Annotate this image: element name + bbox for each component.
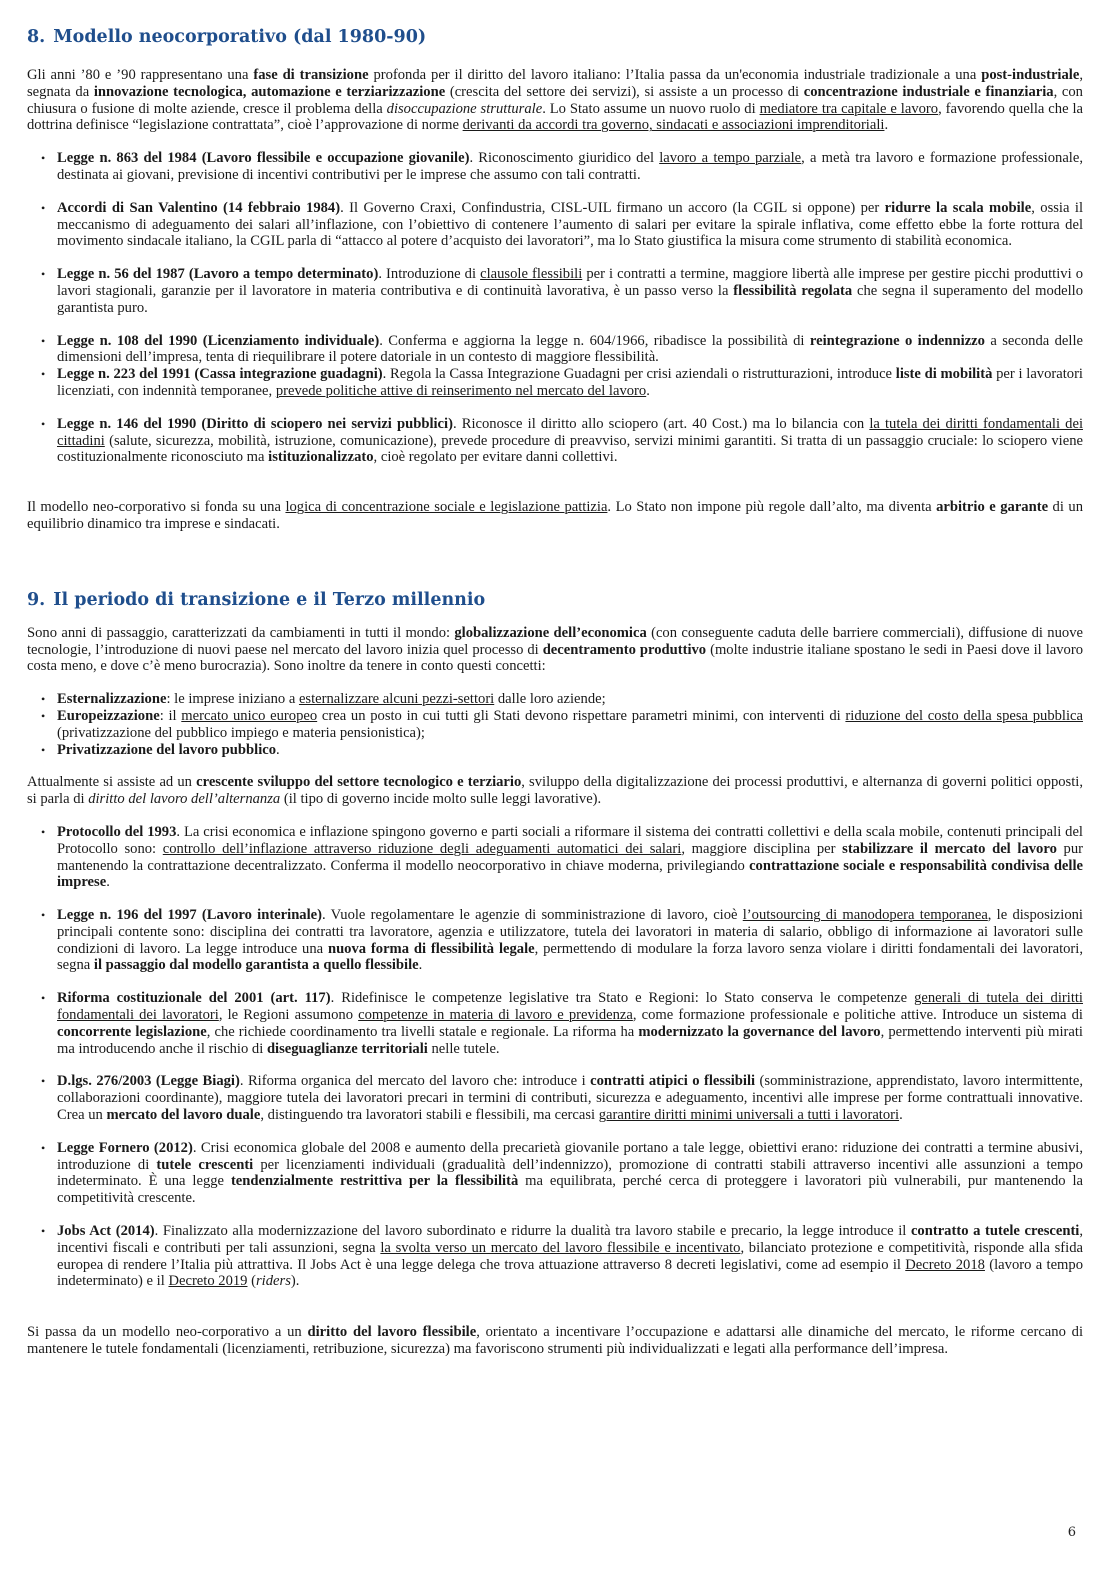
- bold-text: Europeizzazione: [57, 707, 160, 724]
- text-run: . Finalizzato alla modernizzazione del lavoro subordinato e ridurre la dualità tra lavoro stabile e precario, la legge introduce il: [154, 1223, 911, 1240]
- bold-text: modernizzato la governance del lavoro: [638, 1023, 881, 1040]
- section-heading: [27, 587, 1083, 613]
- underlined-text: l’outsourcing di manodopera temporanea: [742, 907, 988, 924]
- text-run: , permettendo di modulare la forza lavoro senza violare i diritti fondamentali dei lavoratori, segna: [57, 940, 1083, 974]
- text-run: ).: [290, 1273, 300, 1290]
- text-run: . Introduzione di: [378, 266, 481, 283]
- text-run: .: [106, 874, 110, 891]
- text-run: .: [646, 382, 650, 399]
- text-run: , ossia il meccanismo di adeguamento dei salari all’inflazione, con l’obiettivo di contenere l’aumento di salari per evitare la spirale inflativa, come effetto ebbe la forte rottura del movimento sindacale italiano, la CGIL parla di “attacco al potere d’acquisto dei lavoratori”, ma lo Stato giustifica la misura come strumento di stabilità economica.: [57, 199, 1083, 250]
- bold-text: tendenzialmente restrittiva per la flessibilità: [230, 1173, 519, 1190]
- bold-text: contrattazione sociale e responsabilità condivisa delle imprese: [57, 857, 1083, 891]
- bold-text: innovazione tecnologica, automazione e terziarizzazione: [93, 83, 446, 100]
- text-run: che segna il superamento del modello garantista puro.: [57, 282, 1083, 316]
- italic-text: diritto del lavoro dell’alternanza: [88, 791, 281, 808]
- bold-text: Legge n. 108 del 1990 (Licenziamento individuale): [57, 332, 380, 349]
- text-run: . Conferma e aggiorna la legge n. 604/1966, ribadisce la possibilità di: [379, 332, 810, 349]
- list-item: [27, 742, 1083, 759]
- bold-text: istituzionalizzato: [268, 449, 374, 466]
- section-intro: [27, 625, 1083, 675]
- bold-text: fase di transizione: [253, 67, 369, 83]
- section-paragraph: [27, 774, 1083, 808]
- bold-text: diseguaglianze territoriali: [266, 1040, 428, 1057]
- text-run: (molte industrie italiane spostano le sedi in Paesi dove il lavoro costa meno, e dove c’è meno burocrazia). Sono inoltre da tenere in conto questi concetti:: [27, 641, 1083, 675]
- text-run: . Riconoscimento giuridico del: [469, 150, 660, 167]
- text-run: profonda per il diritto del lavoro italiano: l’Italia passa da un'economia industriale tradizionale a una: [368, 67, 982, 83]
- text-run: nelle tutele.: [427, 1040, 500, 1057]
- text-run: Attualmente si assiste ad un: [27, 774, 197, 791]
- bold-text: Legge n. 56 del 1987 (Lavoro a tempo determinato): [57, 266, 379, 283]
- bold-text: liste di mobilità: [895, 366, 993, 383]
- list-item: [27, 990, 1083, 1057]
- text-run: . Il Governo Craxi, Confindustria, CISL-UIL firmano un accoro (la CGIL si oppone) per: [340, 199, 885, 216]
- underlined-text: logica di concentrazione sociale e legislazione pattizia: [285, 499, 608, 516]
- bold-text: crescente sviluppo del settore tecnologico e terziario: [196, 774, 522, 791]
- text-run: .: [899, 1107, 903, 1124]
- text-run: : il: [159, 707, 182, 724]
- list-item: [27, 333, 1083, 367]
- bold-text: Protocollo del 1993: [57, 823, 177, 840]
- bold-text: reintegrazione o indennizzo: [809, 332, 985, 349]
- list-item: [27, 366, 1083, 400]
- text-run: Il modello neo-corporativo si fonda su una: [27, 499, 286, 516]
- bold-text: post-industriale: [981, 67, 1080, 83]
- list-item: [27, 1223, 1083, 1290]
- bold-text: Accordi di San Valentino (14 febbraio 1984): [57, 199, 341, 216]
- text-run: , favorendo quella che la dottrina definisce “legislazione contrattata”, cioè l’approvazione di norme: [27, 100, 1083, 134]
- bold-text: decentramento produttivo: [542, 641, 707, 658]
- list-item: [27, 824, 1083, 891]
- text-run: , come formazione professionale e politiche attive. Introduce un sistema di: [632, 1007, 1083, 1024]
- section-conclusion: [27, 1324, 1083, 1358]
- bold-text: Jobs Act (2014): [57, 1223, 155, 1240]
- text-run: , orientato a incentivare l’occupazione e adattarsi alle dinamiche del mercato, le riforme cercano di mantenere le tutele fondamentali (licenziamenti, retribuzione, sicurezza) ma favoriscono strumenti più individualizzati e legati alla performance dell’impresa.: [27, 1324, 1084, 1358]
- underlined-text: clausole flessibili: [480, 266, 583, 283]
- underlined-text: la tutela dei diritti fondamentali dei cittadini: [57, 415, 1083, 449]
- text-run: , cioè regolato per evitare danni collettivi.: [373, 449, 618, 466]
- text-run: , che richiede coordinamento tra livelli statale e regionale. La riforma ha: [206, 1023, 639, 1040]
- bold-text: diritto del lavoro flessibile: [307, 1324, 477, 1341]
- text-run: , a metà tra lavoro e formazione professionale, destinata ai giovani, previsione di incentivi contributivi per le imprese che assumo con tali contratti.: [57, 150, 1083, 183]
- text-run: Gli anni ’80 e ’90 rappresentano una: [27, 67, 254, 83]
- text-run: dalle loro aziende;: [494, 691, 606, 708]
- bold-text: flessibilità regolata: [733, 282, 853, 299]
- section-number: 8.: [27, 27, 46, 47]
- italic-text: disoccupazione strutturale: [386, 100, 543, 117]
- section-9: [27, 587, 1083, 1358]
- section-conclusion: [27, 499, 1083, 533]
- bold-text: tutele crescenti: [156, 1156, 254, 1173]
- text-run: .: [276, 741, 280, 758]
- bold-text: Riforma costituzionale del 2001 (art. 117): [57, 990, 331, 1007]
- bold-text: Privatizzazione del lavoro pubblico: [57, 741, 277, 758]
- bold-text: ridurre la scala mobile: [884, 199, 1032, 216]
- text-run: . La crisi economica e inflazione spingono governo e parti sociali a riformare il sistema dei contratti collettivi e della scala mobile, contenuti principali del Protocollo sono:: [57, 823, 1083, 857]
- text-run: crea un posto in cui tutti gli Stati devono rispettare parametri minimi, con interventi di: [317, 707, 846, 724]
- document-page: [27, 20, 1083, 1358]
- section-intro: [27, 67, 1083, 134]
- bold-text: D.lgs. 276/2003 (Legge Biagi): [57, 1073, 240, 1090]
- bold-text: stabilizzare il mercato del lavoro: [842, 840, 1057, 857]
- bold-text: Legge n. 146 del 1990 (Diritto di sciopero nei servizi pubblici): [57, 415, 453, 432]
- italic-text: riders: [256, 1273, 291, 1290]
- text-run: (con conseguente caduta delle barriere commerciali), diffusione di nuove tecnologie, l’introduzione di nuovi paese nel mercato del lavoro inizia quel processo di: [27, 624, 1083, 658]
- section-heading: [27, 24, 1083, 50]
- law-list: [27, 150, 1083, 466]
- law-list: [27, 824, 1083, 1290]
- list-item: [27, 907, 1083, 974]
- section-8: [27, 24, 1083, 533]
- underlined-text: riduzione del costo della spesa pubblica: [845, 707, 1083, 724]
- text-run: : le imprese iniziano a: [166, 691, 299, 708]
- text-run: (salute, sicurezza, mobilità, istruzione, comunicazione), prevede procedure di preavviso, servizi minimi garantiti. Si tratta di un passaggio cruciale: lo sciopero viene costituzionalmente riconosciuto ma: [57, 432, 1083, 466]
- list-item: [27, 708, 1083, 742]
- list-item: [27, 266, 1083, 316]
- text-run: . Crisi economica globale del 2008 e aumento della precarietà giovanile portano a tale legge, obiettivi erano: riduzione dei contratti a termine abusivi, introduzione di: [57, 1139, 1084, 1173]
- bold-text: contratti atipici o flessibili: [590, 1073, 756, 1090]
- underlined-text: Decreto 2018: [905, 1256, 985, 1273]
- text-run: per licenziamenti individuali (gradualità dell’indennizzo), promozione di contratti stabili attraverso incentivi alle assunzioni a tempo indeterminato. È una legge: [57, 1156, 1083, 1190]
- text-run: , permettendo interventi più mirati ma introducendo anche il rischio di: [57, 1023, 1083, 1057]
- text-run: , sviluppo della digitalizzazione dei processi produttivi, e alternanza di governi politici opposti, si parla di: [27, 774, 1083, 808]
- text-run: di un equilibrio dinamico tra imprese e sindacati.: [27, 499, 1083, 532]
- bold-text: globalizzazione dell’economica: [454, 624, 647, 641]
- text-run: , distinguendo tra lavoratori stabili e flessibili, ma cercasi: [260, 1107, 599, 1124]
- text-run: per i contratti a termine, maggiore libertà alle imprese per gestire picchi produttivi o lavori stagionali, garanzie per il lavoratore in materia contributiva e di continuità lavorativa, è un passo verso la: [57, 266, 1083, 299]
- bold-text: Legge Fornero (2012): [57, 1139, 193, 1156]
- text-run: Sono anni di passaggio, caratterizzati da cambiamenti in tutti il mondo:: [27, 624, 455, 641]
- text-run: . Ridefinisce le competenze legislative tra Stato e Regioni: lo Stato conserva le competenze: [330, 990, 915, 1007]
- text-run: . Regola la Cassa Integrazione Guadagni per crisi aziendali o ristrutturazioni, introduce: [382, 366, 896, 383]
- underlined-text: controllo dell’inflazione attraverso riduzione degli adeguamenti automatici dei salari: [162, 840, 682, 857]
- bold-text: nuova forma di flessibilità legale: [327, 940, 535, 957]
- bold-text: concentrazione industriale e finanziaria: [803, 83, 1054, 100]
- bold-text: il passaggio dal modello garantista a quello flessibile: [93, 957, 419, 974]
- list-item: [27, 1140, 1083, 1207]
- list-item: [27, 1073, 1083, 1123]
- underlined-text: competenze in materia di lavoro e previdenza: [358, 1007, 633, 1024]
- text-run: , incentivi fiscali e contributi per tali assunzioni, segna: [57, 1223, 1084, 1256]
- page-number: 6: [1067, 1525, 1076, 1540]
- underlined-text: derivanti da accordi tra governo, sindacati e associazioni imprenditoriali: [462, 117, 885, 134]
- text-run: Si passa da un modello neo-corporativo a un: [27, 1324, 308, 1341]
- concept-list: [27, 691, 1083, 758]
- text-run: pur mantenendo la contrattazione decentralizzato. Conferma il modello neocorporativo in chiave moderna, privilegiando: [57, 840, 1083, 874]
- text-run: .: [884, 117, 889, 134]
- underlined-text: generali di tutela dei diritti fondamentali dei lavoratori: [57, 990, 1083, 1024]
- text-run: . Riconosce il diritto allo sciopero (art. 40 Cost.) ma lo bilancia con: [452, 415, 870, 432]
- list-item: [27, 200, 1083, 250]
- text-run: (lavoro a tempo indeterminato) e il: [57, 1256, 1083, 1290]
- text-run: , segnata da: [27, 67, 1083, 100]
- text-run: . Lo Stato non impone più regole dall’alto, ma diventa: [607, 499, 937, 516]
- underlined-text: garantire diritti minimi universali a tutti i lavoratori: [598, 1107, 900, 1124]
- underlined-text: prevede politiche attive di reinserimento nel mercato del lavoro: [275, 382, 647, 399]
- bold-text: contratto a tutele crescenti: [910, 1223, 1080, 1240]
- text-run: , le Regioni assumono: [218, 1007, 359, 1024]
- text-run: . Vuole regolamentare le agenzie di somministrazione di lavoro, cioè: [322, 907, 743, 924]
- list-item: [27, 691, 1083, 708]
- text-run: per i lavoratori licenziati, con indennità temporanee,: [57, 366, 1083, 399]
- text-run: ma equilibrata, perché cerca di proteggere i lavoratori più vulnerabili, pur mantenendo la competitività crescente.: [57, 1173, 1083, 1207]
- text-run: , bilanciato protezione e competitività, risponde alla sfida europea di rendere l’Italia più attrattiva. Il Jobs Act è una legge delega che trova attuazione attraverso 8 decreti legislativi, come ad esempio il: [57, 1239, 1083, 1273]
- bold-text: arbitrio e garante: [936, 499, 1049, 516]
- bold-text: Legge n. 223 del 1991 (Cassa integrazione guadagni): [57, 366, 383, 383]
- section-number: 9.: [27, 589, 46, 610]
- underlined-text: mediatore tra capitale e lavoro: [759, 100, 939, 117]
- section-title: Il periodo di transizione e il Terzo millennio: [53, 589, 486, 610]
- bold-text: mercato del lavoro duale: [106, 1107, 261, 1124]
- text-run: .: [418, 957, 423, 974]
- underlined-text: esternalizzare alcuni pezzi-settori: [298, 691, 495, 708]
- underlined-text: lavoro a tempo parziale: [659, 150, 802, 167]
- text-run: , con chiusura o fusione di molte aziende, cresce il problema della: [27, 83, 1083, 117]
- text-run: a seconda delle dimensioni dell’impresa, tenta di riequilibrare il potere datoriale in un contesto di maggiore flessibilità.: [57, 332, 1083, 366]
- text-run: (: [247, 1273, 256, 1290]
- text-run: . Lo Stato assume un nuovo ruolo di: [542, 100, 760, 117]
- text-run: , maggiore disciplina per: [681, 840, 843, 857]
- bold-text: Legge n. 863 del 1984 (Lavoro flessibile e occupazione giovanile): [57, 150, 470, 167]
- text-run: (il tipo di governo incide molto sulle leggi lavorative).: [280, 791, 602, 808]
- text-run: . Riforma organica del mercato del lavoro che: introduce i: [239, 1073, 591, 1090]
- section-title: Modello neocorporativo (dal 1980-90): [53, 27, 427, 47]
- bold-text: Legge n. 196 del 1997 (Lavoro interinale): [57, 907, 322, 924]
- underlined-text: mercato unico europeo: [181, 707, 318, 724]
- underlined-text: Decreto 2019: [168, 1273, 248, 1290]
- text-run: (somministrazione, apprendistato, lavoro intermittente, collaborazioni coordinante), maggiore tutela dei lavoratori precari in termini di contributi, sicurezza e adeguamento, incentivi alle imprese per forme contrattuali innovative. Crea un: [57, 1073, 1083, 1124]
- underlined-text: la svolta verso un mercato del lavoro flessibile e incentivato: [380, 1239, 741, 1256]
- text-run: (crescita del settore dei servizi), si assiste a un processo di: [445, 83, 804, 100]
- list-item: [27, 150, 1083, 184]
- list-item: [27, 416, 1083, 466]
- text-run: (privatizzazione del pubblico impiego e materia pensionistica);: [57, 724, 425, 741]
- text-run: , le disposizioni principali contente sono: disciplina dei contratti tra lavoratore, agenzia e utilizzatore, tutela dei lavoratori in materia di salario, obbligo di informazione ai lavoratori sulle condizioni di lavoro. La legge introduce una: [57, 907, 1083, 957]
- bold-text: Esternalizzazione: [57, 691, 167, 708]
- bold-text: concorrente legislazione: [57, 1023, 207, 1040]
